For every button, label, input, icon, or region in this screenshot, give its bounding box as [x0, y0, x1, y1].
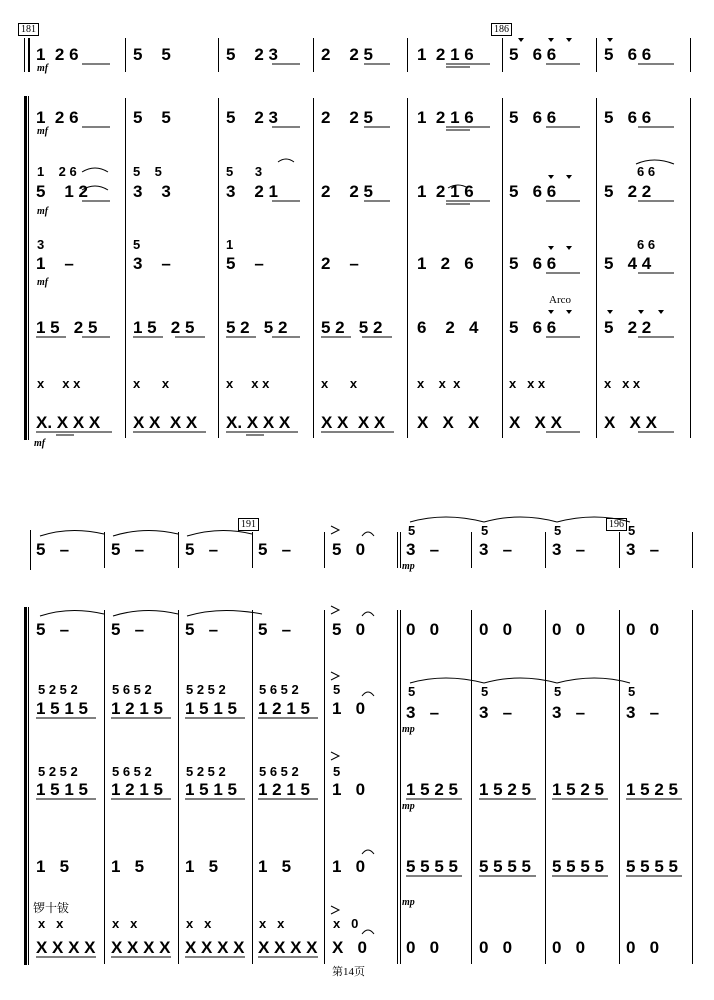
- s1-b-upper-m3: 5 3: [226, 164, 263, 179]
- cymbal-label: 锣十钹: [33, 901, 70, 915]
- s2-f-m2: X X X X: [111, 938, 171, 957]
- s2-a-m5: 5 0: [332, 620, 366, 639]
- s2-a-m4: 5 –: [258, 620, 292, 639]
- dynamic-mf: mf: [37, 126, 49, 137]
- s2-d-m1: 1 5: [36, 857, 70, 876]
- s1-f-m4: X X X X: [321, 413, 386, 432]
- s2-a-m3: 5 –: [185, 620, 219, 639]
- s2-top-m3: 5 –: [185, 540, 219, 559]
- s1-b-upper-m2: 5 5: [133, 164, 162, 179]
- s2-b-m1: 1 5 1 5: [36, 699, 88, 718]
- s1-b-m7: 5 2 2: [604, 182, 652, 201]
- s1-c-upper-m7: 6 6: [637, 237, 656, 252]
- s2-f-m7: 0 0: [479, 938, 513, 957]
- dynamic-mp: mp: [402, 561, 415, 572]
- s2-b-upper-m6: 5: [408, 684, 416, 699]
- s1-d-m6: 5 6 6: [509, 318, 557, 337]
- dynamic-mp: mp: [402, 897, 415, 908]
- s1-top-m7: 5 6 6: [604, 45, 652, 64]
- s1-a-m1: 1 2 6: [36, 108, 79, 127]
- s1-top-m2: 5 5: [133, 45, 171, 64]
- s1-c-m4: 2 –: [321, 254, 359, 273]
- s1-c-m1: 1 –: [36, 254, 74, 273]
- s1-b-m3: 3 2 1: [226, 182, 278, 201]
- s1-top-m1: 1 2 6: [36, 45, 79, 64]
- s2-b-m4: 1 2 1 5: [258, 699, 310, 718]
- s1-f-m7: X X X: [604, 413, 657, 432]
- s2-a-m9: 0 0: [626, 620, 660, 639]
- s2-top-m6: 3 –: [406, 540, 440, 559]
- s2-f-m6: 0 0: [406, 938, 440, 957]
- s1-e-m1: x x x: [37, 376, 81, 391]
- s1-e-m2: x x: [133, 376, 170, 391]
- s1-d-m5: 6 2 4: [417, 318, 479, 337]
- s1-f-m1: X. X X X: [36, 413, 101, 432]
- s2-b-upper-m7: 5: [481, 684, 489, 699]
- s2-c-m1: 1 5 1 5: [36, 780, 88, 799]
- dynamic-mf: mf: [34, 438, 46, 449]
- s1-b-m1: 5 1 2: [36, 182, 88, 201]
- s1-c-upper-m3: 1: [226, 237, 234, 252]
- s2-e-m1: x x: [38, 916, 64, 931]
- s2-a-m8: 0 0: [552, 620, 586, 639]
- s2-b-upper-m8: 5: [554, 684, 562, 699]
- s2-d-m6: 5 5 5 5: [406, 857, 458, 876]
- page-footer: 第14页: [332, 966, 365, 978]
- s2-d-m5: 1 0: [332, 857, 366, 876]
- s1-top-m3: 5 2 3: [226, 45, 278, 64]
- s2-top-m4: 5 –: [258, 540, 292, 559]
- s1-a-m6: 5 6 6: [509, 108, 557, 127]
- s2-c-m7: 1 5 2 5: [479, 780, 531, 799]
- s2-a-m6: 0 0: [406, 620, 440, 639]
- s2-b-upper-m5: 5: [333, 682, 341, 697]
- s1-f-m3: X. X X X: [226, 413, 291, 432]
- s2-b-m8: 3 –: [552, 703, 586, 722]
- s1-c-m6: 5 6 6: [509, 254, 557, 273]
- s1-f-m5: X X X: [417, 413, 480, 432]
- s1-b-upper-m1: 1 2 6: [37, 164, 77, 179]
- s2-b-upper-m3: 5 2 5 2: [186, 682, 226, 697]
- s2-top-m1: 5 –: [36, 540, 70, 559]
- s1-b-upper-m7: 6 6: [637, 164, 656, 179]
- s2-c-upper-m3: 5 2 5 2: [186, 764, 226, 779]
- s1-d-m4: 5 2 5 2: [321, 318, 383, 337]
- s2-b-upper-m4: 5 6 5 2: [259, 682, 299, 697]
- s2-f-m8: 0 0: [552, 938, 586, 957]
- s2-d-m7: 5 5 5 5: [479, 857, 531, 876]
- s2-f-m3: X X X X: [185, 938, 245, 957]
- s2-top-m8: 3 –: [552, 540, 586, 559]
- s2-c-upper-m2: 5 6 5 2: [112, 764, 152, 779]
- s2-b-m3: 1 5 1 5: [185, 699, 237, 718]
- s1-c-m2: 3 –: [133, 254, 171, 273]
- s2-d-m9: 5 5 5 5: [626, 857, 678, 876]
- s2-b-upper-m9: 5: [628, 684, 636, 699]
- s1-a-m5: 1 2 1 6: [417, 108, 474, 127]
- bar-number-186: 186: [491, 23, 512, 36]
- s2-e-m5: x 0: [333, 916, 359, 931]
- dynamic-mp: mp: [402, 724, 415, 735]
- s2-a-m7: 0 0: [479, 620, 513, 639]
- s2-c-m5: 1 0: [332, 780, 366, 799]
- s1-top-m4: 2 2 5: [321, 45, 373, 64]
- s2-f-m4: X X X X: [258, 938, 318, 957]
- s2-d-m2: 1 5: [111, 857, 145, 876]
- s2-e-m2: x x: [112, 916, 138, 931]
- s1-a-m7: 5 6 6: [604, 108, 652, 127]
- s2-b-m5: 1 0: [332, 699, 366, 718]
- s2-a-m1: 5 –: [36, 620, 70, 639]
- bar-number-181: 181: [18, 23, 39, 36]
- s2-top-m2: 5 –: [111, 540, 145, 559]
- s2-e-m4: x x: [259, 916, 285, 931]
- s2-c-m9: 1 5 2 5: [626, 780, 678, 799]
- s1-b-m6: 5 6 6: [509, 182, 557, 201]
- s1-d-m7: 5 2 2: [604, 318, 652, 337]
- s2-top-m5: 5 0: [332, 540, 366, 559]
- s1-b-m4: 2 2 5: [321, 182, 373, 201]
- s1-f-m6: X X X: [509, 413, 562, 432]
- s1-e-m7: x x x: [604, 376, 641, 391]
- s2-c-m2: 1 2 1 5: [111, 780, 163, 799]
- s2-c-m4: 1 2 1 5: [258, 780, 310, 799]
- bar-number-191: 191: [238, 518, 259, 531]
- dynamic-mf: mf: [37, 63, 49, 74]
- s2-f-m1: X X X X: [36, 938, 96, 957]
- s1-a-m3: 5 2 3: [226, 108, 278, 127]
- s1-c-upper-m1: 3: [37, 237, 45, 252]
- s1-f-m2: X X X X: [133, 413, 198, 432]
- s2-a-m2: 5 –: [111, 620, 145, 639]
- s2-c-m6: 1 5 2 5: [406, 780, 458, 799]
- s2-top-upper: 5: [554, 523, 562, 538]
- s2-b-m2: 1 2 1 5: [111, 699, 163, 718]
- s1-b-m2: 3 3: [133, 182, 171, 201]
- s2-top-m9: 3 –: [626, 540, 660, 559]
- s1-d-m2: 1 5 2 5: [133, 318, 195, 337]
- s2-b-upper-m2: 5 6 5 2: [112, 682, 152, 697]
- dynamic-mf: mf: [37, 277, 49, 288]
- dynamic-mp: mp: [402, 801, 415, 812]
- s2-top-upper: 5: [481, 523, 489, 538]
- s1-top-m5: 1 2 1 6: [417, 45, 474, 64]
- s2-c-upper-m1: 5 2 5 2: [38, 764, 78, 779]
- s2-d-m8: 5 5 5 5: [552, 857, 604, 876]
- s1-c-m5: 1 2 6: [417, 254, 474, 273]
- s1-d-m3: 5 2 5 2: [226, 318, 288, 337]
- s1-e-m4: x x: [321, 376, 358, 391]
- s1-b-m5: 1 2 1 6: [417, 182, 474, 201]
- bar-number-196: 196: [606, 518, 627, 531]
- s1-c-m3: 5 –: [226, 254, 264, 273]
- s2-d-m4: 1 5: [258, 857, 292, 876]
- arco-label: Arco: [549, 294, 571, 306]
- s1-c-m7: 5 4 4: [604, 254, 652, 273]
- s1-e-m6: x x x: [509, 376, 546, 391]
- s2-c-m3: 1 5 1 5: [185, 780, 237, 799]
- s1-top-m6: 5 6 6: [509, 45, 557, 64]
- s1-d-m1: 1 5 2 5: [36, 318, 98, 337]
- s1-e-m3: x x x: [226, 376, 270, 391]
- s2-c-m8: 1 5 2 5: [552, 780, 604, 799]
- s2-b-m6: 3 –: [406, 703, 440, 722]
- s2-d-m3: 1 5: [185, 857, 219, 876]
- s2-c-upper-m5: 5: [333, 764, 341, 779]
- s2-top-upper: 5: [628, 523, 636, 538]
- s2-top-upper: 5: [408, 523, 416, 538]
- s2-f-m9: 0 0: [626, 938, 660, 957]
- s2-c-upper-m4: 5 6 5 2: [259, 764, 299, 779]
- s2-b-upper-m1: 5 2 5 2: [38, 682, 78, 697]
- s2-f-m5: X 0: [332, 938, 367, 957]
- s2-e-m3: x x: [186, 916, 212, 931]
- s2-b-m7: 3 –: [479, 703, 513, 722]
- s1-e-m5: x x x: [417, 376, 461, 391]
- dynamic-mf: mf: [37, 206, 49, 217]
- s1-a-m4: 2 2 5: [321, 108, 373, 127]
- s2-b-m9: 3 –: [626, 703, 660, 722]
- s1-a-m2: 5 5: [133, 108, 171, 127]
- s1-c-upper-m2: 5: [133, 237, 141, 252]
- s2-top-m7: 3 –: [479, 540, 513, 559]
